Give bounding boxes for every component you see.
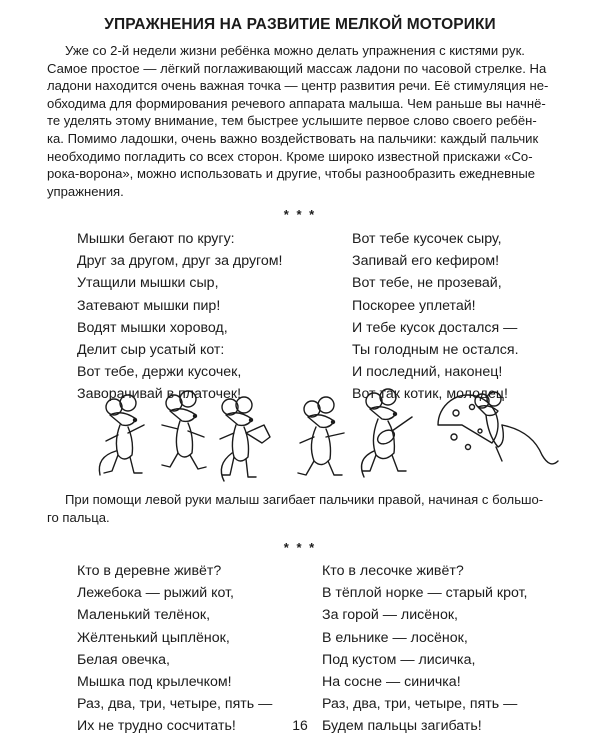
text-line: И последний, наконец! (352, 364, 503, 381)
poem2-left-column (77, 560, 272, 738)
mouse-figure (220, 397, 270, 481)
text-line: те уделять этому внимание, тем быстрее услышите первое слово своего ребён- (47, 113, 537, 129)
text-line: Будем пальцы загибать! (322, 718, 482, 735)
text-line: И тебе кусок достался — (352, 319, 518, 336)
text-line: Вот тебе кусочек сыру, (352, 231, 502, 247)
text-line: Друг за другом, друг за другом! (77, 253, 283, 270)
poem2-right-column (322, 560, 527, 738)
separator-stars-2: * * * (283, 540, 317, 555)
text-line: Запивай его кефиром! (352, 253, 500, 270)
cheese-and-mouse (438, 392, 558, 464)
text-line: При помощи левой руки малыш загибает пальчики правой, начиная с большо- (65, 492, 544, 507)
text-line: В тёплой норке — старый крот, (322, 585, 528, 602)
text-line: В ельнике — лосёнок, (322, 629, 468, 646)
text-line: необходимо погладить со всех сторон. Кроме широко известной прискажи «Со- (47, 148, 533, 164)
page-number: 16 (292, 717, 308, 733)
mouse-figure (362, 389, 412, 477)
text-line: ка. Помимо ладошки, очень важно воздействовать на пальчики: каждый пальчик (47, 130, 539, 146)
mouse-figure (99, 395, 144, 475)
text-line: Кто в лесочке живёт? (322, 563, 464, 579)
text-line: Раз, два, три, четыре, пять — (77, 696, 273, 713)
text-line: Заворачивай в платочек! (77, 386, 242, 403)
text-line: Делит сыр усатый кот: (77, 342, 225, 359)
text-line: Ты голодным не остался. (352, 342, 519, 359)
poem1-right-column (352, 228, 519, 406)
text-line: На сосне — синичка! (322, 674, 461, 691)
text-line: Жёлтенький цыплёнок, (77, 629, 230, 646)
text-line: Вот тебе, держи кусочек, (77, 364, 242, 381)
text-line: Мышки бегают по кругу: (77, 231, 235, 247)
poem1-left-column (77, 228, 283, 406)
text-line: Утащили мышки сыр, (77, 275, 219, 292)
text-line: Мышка под крылечком! (77, 674, 232, 691)
text-line: Под кустом — лисичка, (322, 651, 476, 668)
text-line: Самое простое — лёгкий поглаживающий массаж ладони по часовой стрелке. На (47, 60, 547, 76)
text-line: ладони находится очень важная точка — центр развития речи. Её стимуляция не- (47, 78, 549, 94)
text-line: рока-ворона», можно использовать и другие, чтобы разнообразить ежедневные (47, 166, 536, 182)
separator-stars-1: * * * (283, 207, 317, 222)
text-line: Водят мышки хоровод, (77, 319, 228, 336)
text-line: Вот тебе, не прозевай, (352, 275, 502, 292)
text-line: Кто в деревне живёт? (77, 563, 222, 579)
text-line: Уже со 2-й недели жизни ребёнка можно делать упражнения с кистями рук. (65, 43, 525, 58)
mouse-figure (298, 397, 344, 475)
text-line: Белая овечка, (77, 651, 170, 668)
page-title: УПРАЖНЕНИЯ НА РАЗВИТИЕ МЕЛКОЙ МОТОРИКИ (104, 16, 496, 33)
mouse-figure (162, 391, 206, 469)
text-line: обходима для формирования речевого аппарата малыша. Чем раньше вы начнё- (47, 95, 546, 111)
text-line: Лежебока — рыжий кот, (77, 585, 234, 602)
intro-paragraph (47, 42, 559, 200)
text-line: упражнения. (47, 183, 124, 199)
text-line: Раз, два, три, четыре, пять — (322, 696, 518, 713)
text-line: Вот так котик, молодец! (352, 386, 508, 403)
text-line: Затевают мышки пир! (77, 297, 221, 314)
instruction-paragraph (47, 491, 562, 527)
dancing-mice-illustration (92, 385, 562, 485)
text-line: Их не трудно сосчитать! (77, 718, 236, 735)
text-line: Маленький телёнок, (77, 607, 211, 624)
text-line: Поскорее уплетай! (352, 297, 476, 314)
text-line: го пальца. (47, 510, 110, 525)
text-line: За горой — лисёнок, (322, 607, 458, 624)
